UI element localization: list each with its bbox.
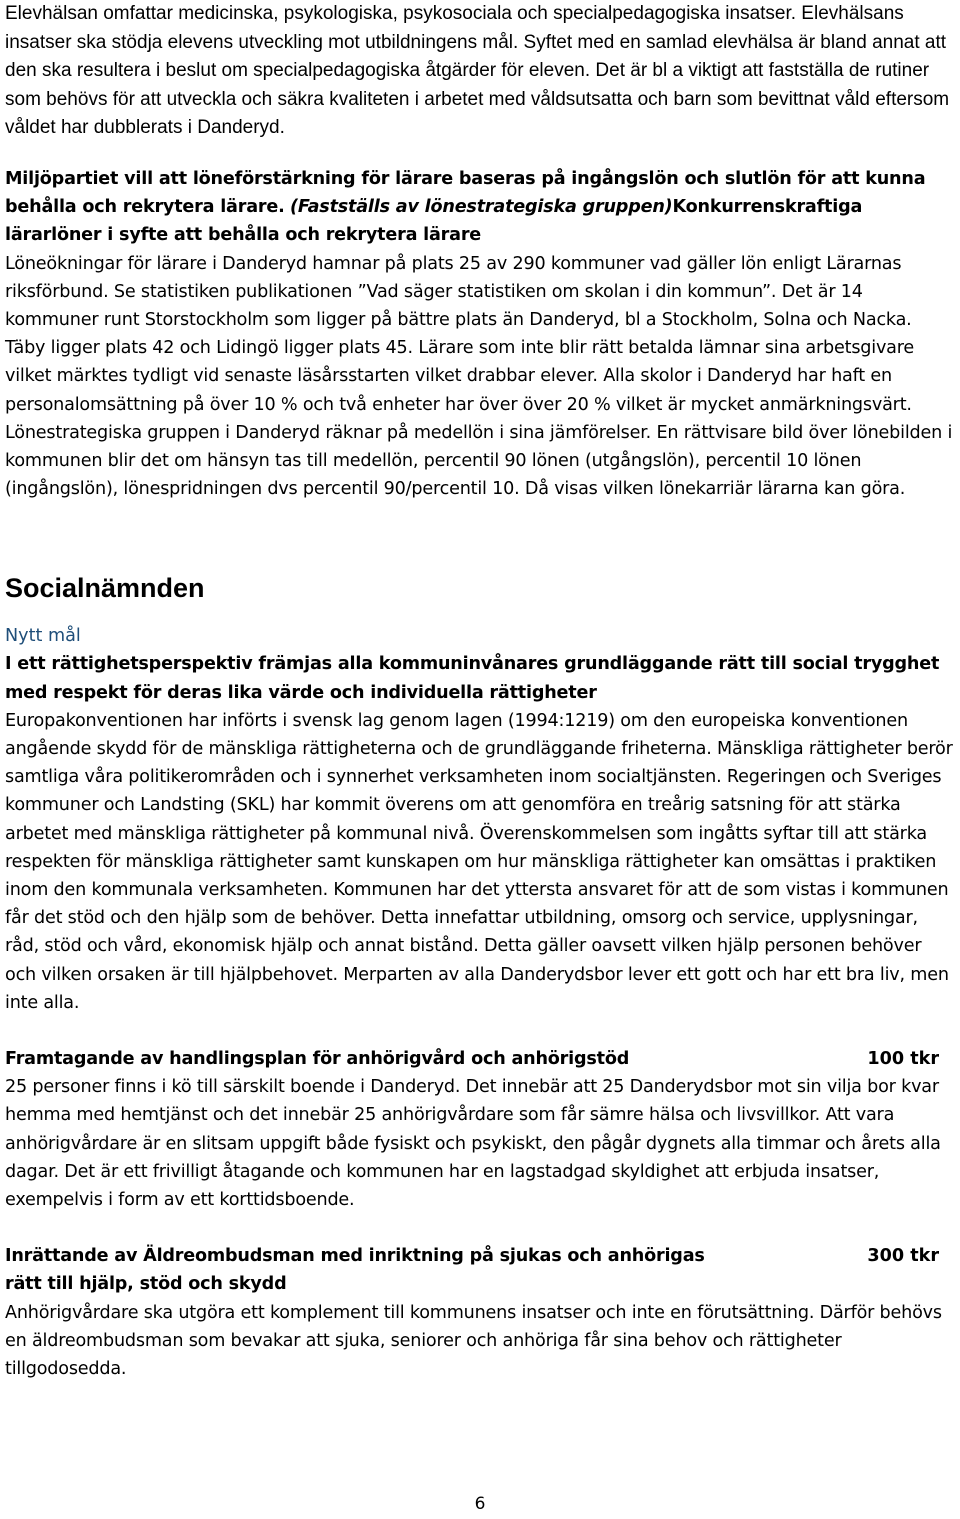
new-goal-label: Nytt mål: [5, 626, 81, 647]
budget-item-title-continued: rätt till hjälp, stöd och skydd: [5, 1274, 287, 1295]
budget-item-header: [5, 1242, 945, 1270]
budget-item: [5, 1045, 955, 1214]
document-page: [5, 0, 955, 1383]
social-section: [5, 571, 955, 1383]
proposal-title: Konkurrenskraftiga lärarlöner i syfte att behålla och rekrytera lärare: [5, 197, 863, 246]
budget-item: [5, 1242, 955, 1383]
proposal-lead: Miljöpartiet vill att löneförstärkning för lärare baseras på ingångslön och slutlön för att kunna behålla och rekrytera lärare.: [5, 168, 926, 218]
budget-item-amount: 100 tkr: [867, 1049, 939, 1070]
budget-item-amount: 300 tkr: [867, 1246, 939, 1267]
goal-title: I ett rättighetsperspektiv främjas alla kommuninvånares grundläggande rätt till social trygghet med respekt för deras lika värde och individuella rättigheter: [5, 654, 940, 703]
teacher-salary-body: Löneökningar för lärare i Danderyd hamnar på plats 25 av 290 kommuner vad gäller lön enligt Lärarnas riksförbund. Se statistiken publikationen ”Vad säger statistiken om skolan i din kommun”. Det är 14 kommuner runt Storstockholm som ligger på bättre plats än Danderyd, bl a Stockholm, Solna och Nacka. Täby ligger plats 42 och Lidingö ligger plats 45. Lärare som inte blir rätt betalda lämnar sina arbetsgivare vilket märktes tydligt vid senaste läsårsstarten vilket drabbar elever. Alla skolor i Danderyd har haft en personalomsättning på över 10 % och två enheter har över över 20 % vilket är mycket anmärkningsvärt. Lönestrategiska gruppen i Danderyd räknar på medellön i sina jämförelser. En rättvisare bild över lönebilden i kommunen blir det om hänsyn tas till medellön, percentil 90 lönen (utgångslön), percentil 10 lönen (ingångslön), lönespridningen dvs percentil 90/percentil 10. Då visas vilken lönekarriär lärarna kan göra.: [5, 253, 953, 500]
teacher-salary-section: [5, 165, 955, 503]
intro-paragraph: Elevhälsan omfattar medicinska, psykologiska, psykosociala och specialpedagogiska insatser. Elevhälsans insatser ska stödja elevens utveckling mot utbildningens mål. Syftet med en samlad elevhälsa är bland annat att den ska resultera i beslut om specialpedagogiska åtgärder för eleven. Det är bl a viktigt att fastställa de rutiner som behövs för att utveckla och säkra kvaliteten i arbetet med våldsutsatta och barn som bevittnat våld eftersom våldet har dubblerats i Danderyd.: [5, 3, 950, 139]
budget-item-body: 25 personer finns i kö till särskilt boende i Danderyd. Det innebär att 25 Danderydsbor mot sin vilja bor kvar hemma med hemtjänst och det innebär 25 anhörigvårdare som får sämre hälsa och livsvillkor. Att vara anhörigvårdare är en slitsam uppgift både fysiskt och psykiskt, den pågår dygnets alla timmar och årets alla dagar. Det är ett frivilligt åtagande och kommunen har en lagstadgad skyldighet att erbjuda insatser, exempelvis i form av ett korttidsboende.: [5, 1077, 941, 1211]
teacher-salary-intro: [5, 165, 955, 250]
budget-item-title: Inrättande av Äldreombudsman med inriktning på sjukas och anhörigas: [5, 1246, 705, 1267]
budget-item-header: [5, 1045, 945, 1073]
proposal-note: (Fastställs av lönestrategiska gruppen): [289, 197, 673, 218]
budget-item-body: Anhörigvårdare ska utgöra ett komplement till kommunens insatser och inte en förutsättning. Därför behövs en äldreombudsman som bevakar att sjuka, seniorer och anhöriga får sina behov och rättigheter tillgodosedda.: [5, 1302, 942, 1380]
page-number: 6: [474, 1494, 486, 1514]
goal-body: Europakonventionen har införts i svensk lag genom lagen (1994:1219) om den europeiska konventionen angående skydd för de mänskliga rättigheterna och de grundläggande friheterna. Mänskliga rättigheter berör samtliga våra politikerområden och i synnerhet verksamheten inom socialtjänsten. Regeringen och Sveriges kommuner och Landsting (SKL) har kommit överens om att genomföra en treårig satsning för att stärka arbetet med mänskliga rättigheter på kommunal nivå. Överenskommelsen som ingåtts syftar till att stärka respekten för mänskliga rättigheter samt kunskapen om hur mänskliga rättigheter kan omsättas i praktiken inom den kommunala verksamheten. Kommunen har det yttersta ansvaret för att de som vistas i kommunen får det stöd och den hjälp som de behöver. Detta innefattar utbildning, omsorg och service, upplysningar, råd, stöd och vård, ekonomisk hjälp och annat bistånd. Detta gäller oavsett vilken hjälp personen behöver och vilken orsaken är till hjälpbehovet. Merparten av alla Danderydsbor lever ett gott och har ett bra liv, men inte alla.: [5, 710, 953, 1013]
budget-item-title: Framtagande av handlingsplan för anhörigvård och anhörigstöd: [5, 1049, 630, 1070]
section-heading: Socialnämnden: [5, 573, 205, 604]
